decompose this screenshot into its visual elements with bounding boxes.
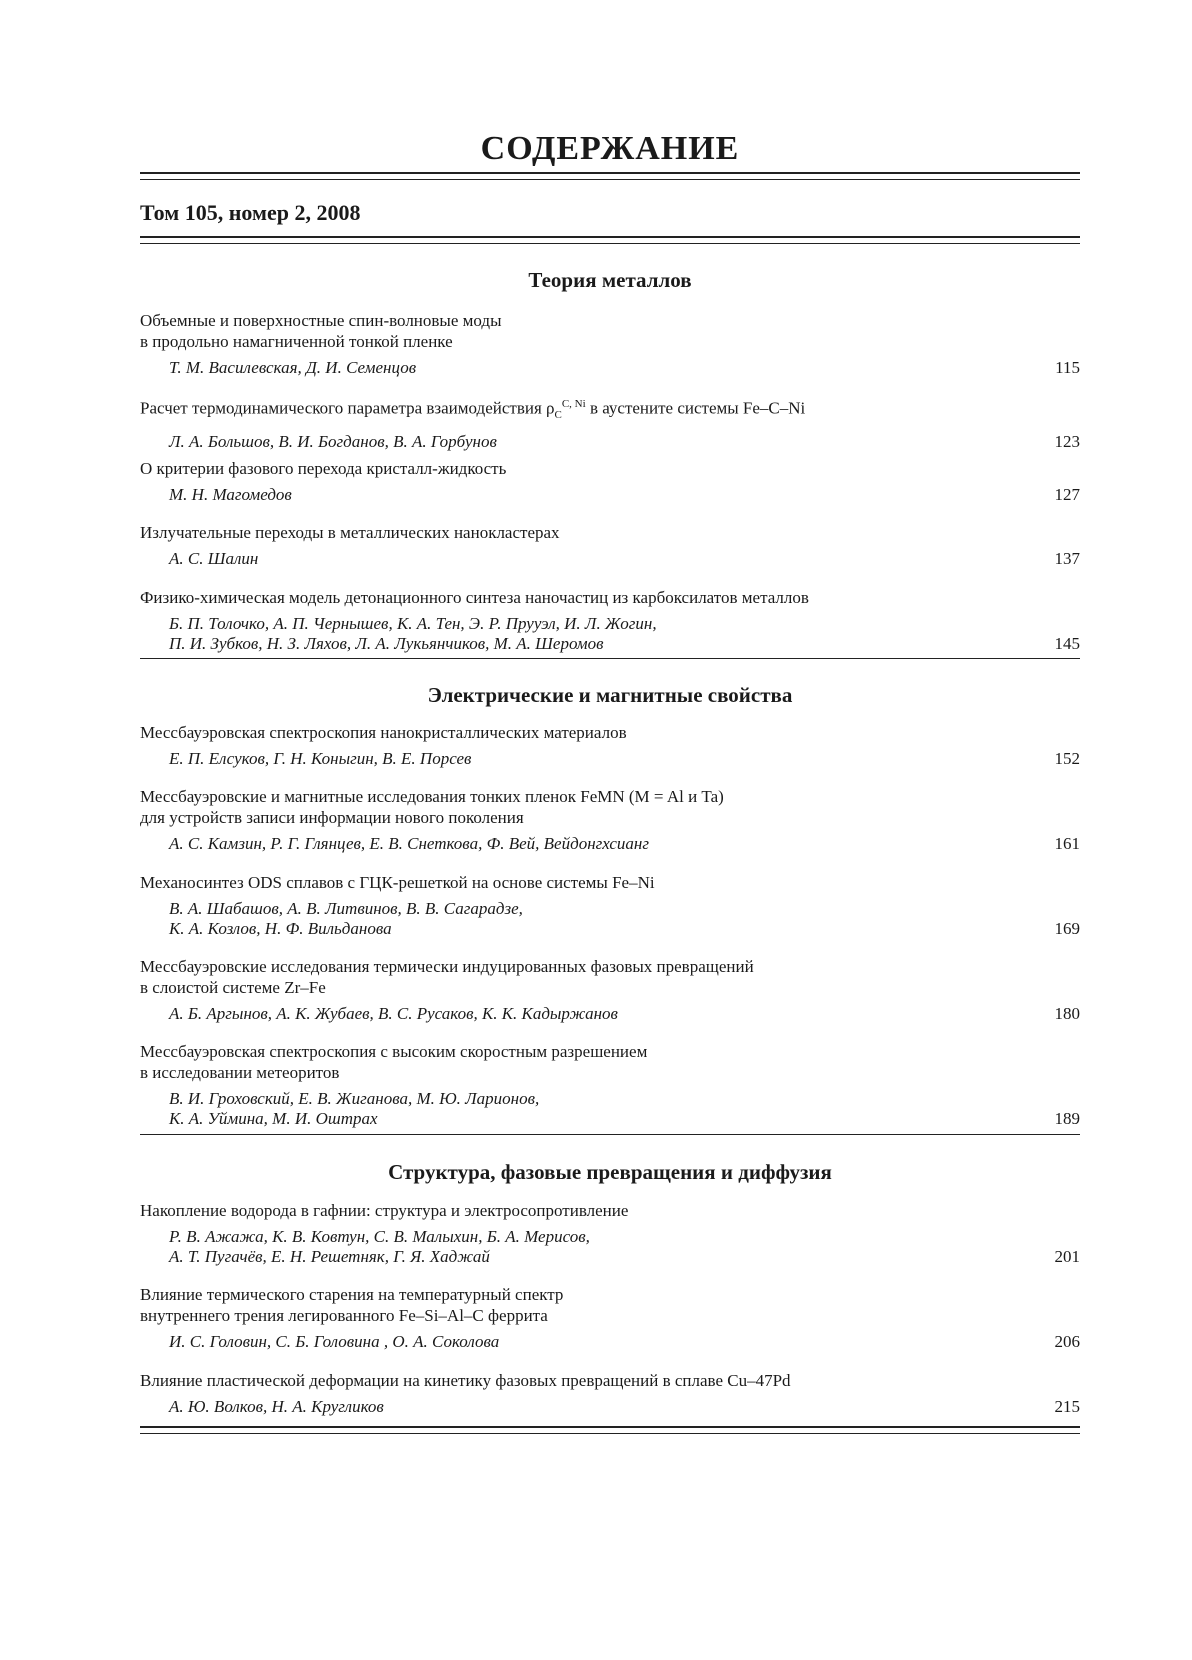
article-authors: А. С. Шалин (169, 549, 259, 568)
toc-entry[interactable] (140, 872, 1080, 939)
article-authors: А. Б. Аргынов, А. К. Жубаев, В. С. Русаков, К. К. Кадыржанов (169, 1004, 618, 1023)
page-number: 127 (1054, 485, 1080, 504)
page-number: 201 (1054, 1247, 1080, 1266)
article-title: Объемные и поверхностные спин-волновые моды в продольно намагниченной тонкой пленке (140, 311, 502, 351)
section-heading: Электрические и магнитные свойства (427, 683, 793, 707)
article-title: Мессбауэровская спектроскопия нанокристаллических материалов (140, 723, 627, 742)
title-rule (140, 172, 1080, 180)
toc-entry[interactable] (140, 1370, 1080, 1417)
issue-label: Том 105, номер 2, 2008 (140, 200, 361, 225)
issue-rule (140, 236, 1080, 244)
page-number: 169 (1054, 919, 1080, 938)
article-title: Механосинтез ODS сплавов с ГЦК-решеткой на основе системы Fe–Ni (140, 873, 655, 892)
toc-entry[interactable] (140, 1041, 1080, 1129)
article-title: Влияние термического старения на температурный спектр внутреннего трения легированного Fe–Si–Al–C феррита (140, 1285, 564, 1325)
toc-entry[interactable] (140, 458, 1080, 505)
article-authors: В. А. Шабашов, А. В. Литвинов, В. В. Сагарадзе, К. А. Козлов, Н. Ф. Вильданова (169, 899, 523, 938)
page-number: 206 (1054, 1332, 1080, 1351)
article-authors: А. Ю. Волков, Н. А. Кругликов (169, 1397, 384, 1416)
article-authors: А. С. Камзин, Р. Г. Глянцев, Е. В. Снеткова, Ф. Вей, Вейдонгхсианг (169, 834, 650, 853)
toc-entry[interactable] (140, 587, 1080, 654)
page-number: 145 (1054, 634, 1080, 653)
page-number: 137 (1054, 549, 1080, 568)
article-authors: М. Н. Магомедов (169, 485, 292, 504)
article-authors: Т. М. Василевская, Д. И. Семенцов (169, 358, 417, 377)
page-number: 189 (1054, 1109, 1080, 1128)
article-title: Мессбауэровская спектроскопия с высоким скоростным разрешением в исследовании метеоритов (140, 1042, 648, 1082)
article-authors: И. С. Головин, С. Б. Головина , О. А. Соколова (169, 1332, 500, 1351)
article-authors: Е. П. Елсуков, Г. Н. Коныгин, В. Е. Порсев (169, 749, 472, 768)
article-title: Излучательные переходы в металлических нанокластерах (140, 523, 560, 542)
page-number: 115 (1055, 358, 1080, 377)
article-title: Физико-химическая модель детонационного синтеза наночастиц из карбоксилатов металлов (140, 588, 809, 607)
toc-entry[interactable] (140, 1284, 1080, 1352)
bottom-rule (140, 1426, 1080, 1434)
article-authors: В. И. Гроховский, Е. В. Жиганова, М. Ю. Ларионов, К. А. Уймина, М. И. Оштрах (169, 1089, 540, 1128)
toc-entry[interactable] (140, 522, 1080, 569)
article-title: Расчет термодинамического параметра взаимодействия $\rho_C^{C, Ni}$ в аустените системы Fe–C–Ni (140, 398, 806, 422)
section-divider (140, 1134, 1080, 1135)
toc-entry[interactable] (140, 722, 1080, 769)
article-title: Мессбауэровские и магнитные исследования тонких пленок FeMN (M = Al и Ta) для устройств записи информации нового поколения (140, 787, 724, 827)
toc-entry[interactable] (140, 786, 1080, 854)
page-number: 152 (1054, 749, 1080, 768)
article-title: Влияние пластической деформации на кинетику фазовых превращений в сплаве Cu–47Pd (140, 1371, 791, 1390)
article-title: Накопление водорода в гафнии: структура и электросопротивление (140, 1201, 629, 1220)
section-heading: Структура, фазовые превращения и диффузия (388, 1160, 832, 1184)
section-heading: Теория металлов (528, 268, 692, 292)
page-number: 161 (1054, 834, 1080, 853)
toc-entry[interactable] (140, 956, 1080, 1024)
article-title: Мессбауэровские исследования термически индуцированных фазовых превращений в слоистой системе Zr–Fe (140, 957, 754, 997)
article-authors: Р. В. Ажажа, К. В. Ковтун, С. В. Малыхин, Б. А. Мерисов, А. Т. Пугачёв, Е. Н. Решетняк, Г. Я. Хаджай (169, 1227, 590, 1266)
toc-entry[interactable] (140, 310, 1080, 378)
toc-entry[interactable] (140, 1200, 1080, 1267)
section-divider (140, 658, 1080, 659)
page-number: 215 (1054, 1397, 1080, 1416)
article-authors: Л. А. Большов, В. И. Богданов, В. А. Горбунов (169, 432, 497, 452)
toc-entry[interactable] (140, 394, 1080, 452)
article-title: О критерии фазового перехода кристалл-жидкость (140, 459, 507, 478)
page-number: 180 (1054, 1004, 1080, 1023)
page-title: СОДЕРЖАНИЕ (480, 130, 740, 167)
article-authors: Б. П. Толочко, А. П. Чернышев, К. А. Тен, Э. Р. Прууэл, И. Л. Жогин, П. И. Зубков, Н. З. Ляхов, Л. А. Лукьянчиков, М. А. Шеромов (169, 614, 657, 653)
page-number: 123 (1054, 432, 1080, 452)
